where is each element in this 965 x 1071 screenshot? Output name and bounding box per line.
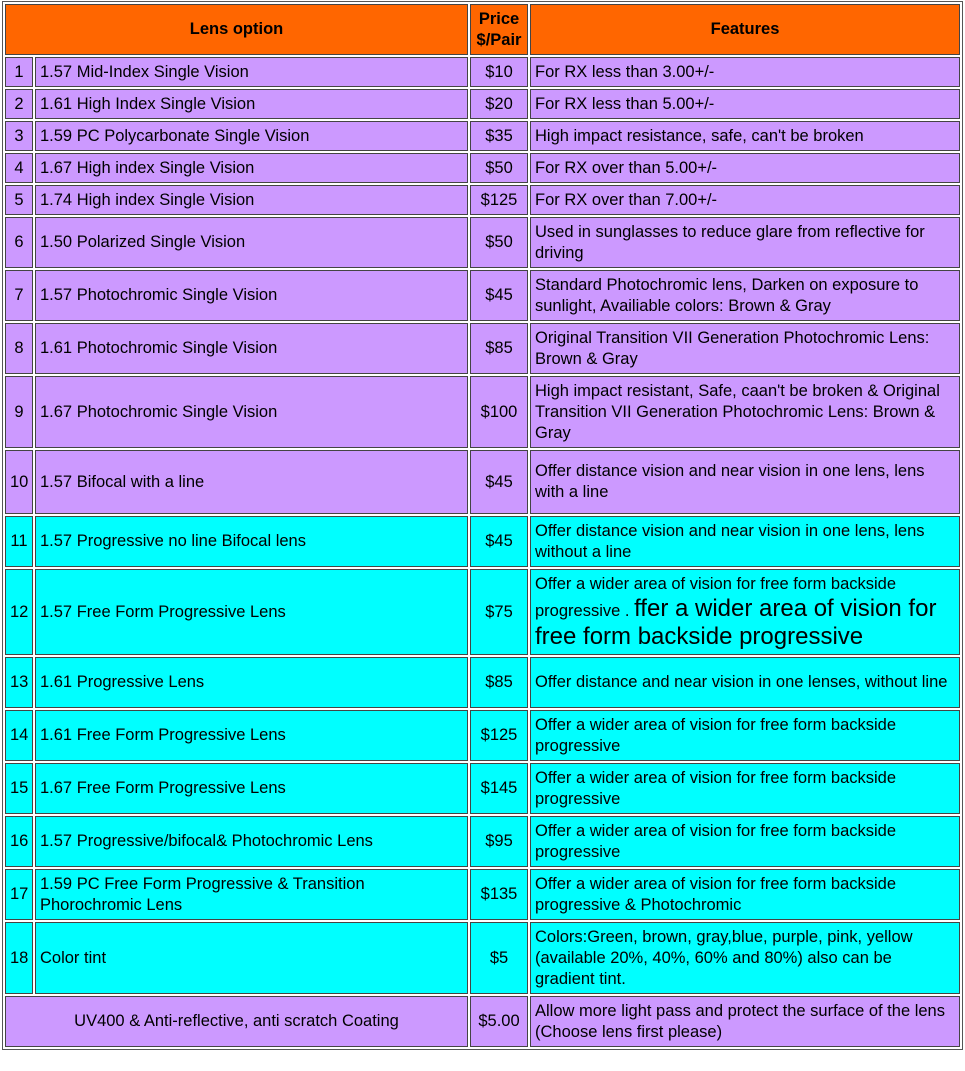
row-number: 6 <box>5 217 33 268</box>
row-number: 15 <box>5 763 33 814</box>
table-row <box>5 323 960 374</box>
features-cell: High impact resistant, Safe, caan't be broken & Original Transition VII Generation Photochromic Lens: Brown & Gray <box>530 376 960 448</box>
features-cell: For RX less than 3.00+/- <box>530 57 960 87</box>
price-cell: $45 <box>470 450 528 514</box>
lens-option-cell: Color tint <box>35 922 468 994</box>
table-row <box>5 816 960 867</box>
features-cell: Offer a wider area of vision for free form backside progressive <box>530 763 960 814</box>
price-cell: $5 <box>470 922 528 994</box>
lens-option-cell: 1.57 Progressive no line Bifocal lens <box>35 516 468 567</box>
lens-option-cell: 1.67 Free Form Progressive Lens <box>35 763 468 814</box>
price-cell: $50 <box>470 217 528 268</box>
lens-option-cell: 1.74 High index Single Vision <box>35 185 468 215</box>
header-price-line2: $/Pair <box>476 30 522 49</box>
price-cell: $10 <box>470 57 528 87</box>
header-lens-option: Lens option <box>5 4 468 55</box>
row-number: 10 <box>5 450 33 514</box>
price-cell: $125 <box>470 185 528 215</box>
features-cell: High impact resistance, safe, can't be broken <box>530 121 960 151</box>
features-large-text: ffer a wider area of vision for free form backside progressive <box>535 594 937 650</box>
row-number: 11 <box>5 516 33 567</box>
table-row <box>5 569 960 655</box>
lens-option-cell: 1.57 Photochromic Single Vision <box>35 270 468 321</box>
features-cell: Offer a wider area of vision for free form backside progressive <box>530 816 960 867</box>
features-cell: For RX over than 7.00+/- <box>530 185 960 215</box>
features-cell: Colors:Green, brown, gray,blue, purple, pink, yellow (available 20%, 40%, 60% and 80%) also can be gradient tint. <box>530 922 960 994</box>
lens-option-cell: 1.57 Free Form Progressive Lens <box>35 569 468 655</box>
lens-option-cell: 1.61 Free Form Progressive Lens <box>35 710 468 761</box>
features-small-text: Offer a wider area of vision for free form backside progressive . <box>535 574 897 620</box>
features-cell: Offer a wider area of vision for free form backside progressive <box>530 710 960 761</box>
lens-price-table <box>2 1 963 1050</box>
lens-option-cell: 1.57 Progressive/bifocal& Photochromic Lens <box>35 816 468 867</box>
price-cell: $75 <box>470 569 528 655</box>
lens-option-cell: 1.59 PC Free Form Progressive & Transition Phorochromic Lens <box>35 869 468 920</box>
table-row <box>5 763 960 814</box>
header-price-line1: Price <box>478 9 520 28</box>
table-row <box>5 153 960 183</box>
row-number: 7 <box>5 270 33 321</box>
coating-features: Allow more light pass and protect the surface of the lens (Choose lens first please) <box>530 996 960 1047</box>
row-number: 5 <box>5 185 33 215</box>
table-row <box>5 922 960 994</box>
table-row <box>5 869 960 920</box>
table-row <box>5 376 960 448</box>
lens-option-cell: 1.57 Bifocal with a line <box>35 450 468 514</box>
table-row <box>5 450 960 514</box>
price-cell: $50 <box>470 153 528 183</box>
row-number: 3 <box>5 121 33 151</box>
features-cell <box>530 569 960 655</box>
row-number: 4 <box>5 153 33 183</box>
table-row <box>5 217 960 268</box>
price-cell: $95 <box>470 816 528 867</box>
lens-option-cell: 1.61 Progressive Lens <box>35 657 468 708</box>
lens-option-cell: 1.59 PC Polycarbonate Single Vision <box>35 121 468 151</box>
header-price <box>470 4 528 55</box>
price-cell: $100 <box>470 376 528 448</box>
coating-row <box>5 996 960 1047</box>
row-number: 18 <box>5 922 33 994</box>
table-row <box>5 57 960 87</box>
table-row <box>5 121 960 151</box>
row-number: 13 <box>5 657 33 708</box>
price-cell: $20 <box>470 89 528 119</box>
price-cell: $125 <box>470 710 528 761</box>
coating-label: UV400 & Anti-reflective, anti scratch Coating <box>5 996 468 1047</box>
table-row <box>5 657 960 708</box>
row-number: 1 <box>5 57 33 87</box>
price-cell: $35 <box>470 121 528 151</box>
price-cell: $85 <box>470 657 528 708</box>
price-cell: $45 <box>470 270 528 321</box>
row-number: 17 <box>5 869 33 920</box>
row-number: 9 <box>5 376 33 448</box>
features-cell: For RX less than 5.00+/- <box>530 89 960 119</box>
table-row <box>5 185 960 215</box>
price-cell: $45 <box>470 516 528 567</box>
lens-option-cell: 1.61 High Index Single Vision <box>35 89 468 119</box>
coating-price: $5.00 <box>470 996 528 1047</box>
features-cell: Offer a wider area of vision for free form backside progressive & Photochromic <box>530 869 960 920</box>
features-cell: Used in sunglasses to reduce glare from reflective for driving <box>530 217 960 268</box>
features-cell: Offer distance and near vision in one lenses, without line <box>530 657 960 708</box>
table-row <box>5 516 960 567</box>
features-cell: For RX over than 5.00+/- <box>530 153 960 183</box>
price-cell: $145 <box>470 763 528 814</box>
features-cell: Standard Photochromic lens, Darken on exposure to sunlight, Availiable colors: Brown & Gray <box>530 270 960 321</box>
table-row <box>5 89 960 119</box>
row-number: 16 <box>5 816 33 867</box>
row-number: 8 <box>5 323 33 374</box>
features-cell: Original Transition VII Generation Photochromic Lens: Brown & Gray <box>530 323 960 374</box>
features-cell: Offer distance vision and near vision in one lens, lens with a line <box>530 450 960 514</box>
lens-option-cell: 1.61 Photochromic Single Vision <box>35 323 468 374</box>
table-row <box>5 270 960 321</box>
lens-option-cell: 1.67 High index Single Vision <box>35 153 468 183</box>
header-features: Features <box>530 4 960 55</box>
table-header-row <box>5 4 960 55</box>
row-number: 14 <box>5 710 33 761</box>
table-row <box>5 710 960 761</box>
lens-option-cell: 1.57 Mid-Index Single Vision <box>35 57 468 87</box>
lens-option-cell: 1.50 Polarized Single Vision <box>35 217 468 268</box>
lens-option-cell: 1.67 Photochromic Single Vision <box>35 376 468 448</box>
features-cell: Offer distance vision and near vision in one lens, lens without a line <box>530 516 960 567</box>
price-cell: $85 <box>470 323 528 374</box>
row-number: 2 <box>5 89 33 119</box>
price-cell: $135 <box>470 869 528 920</box>
row-number: 12 <box>5 569 33 655</box>
